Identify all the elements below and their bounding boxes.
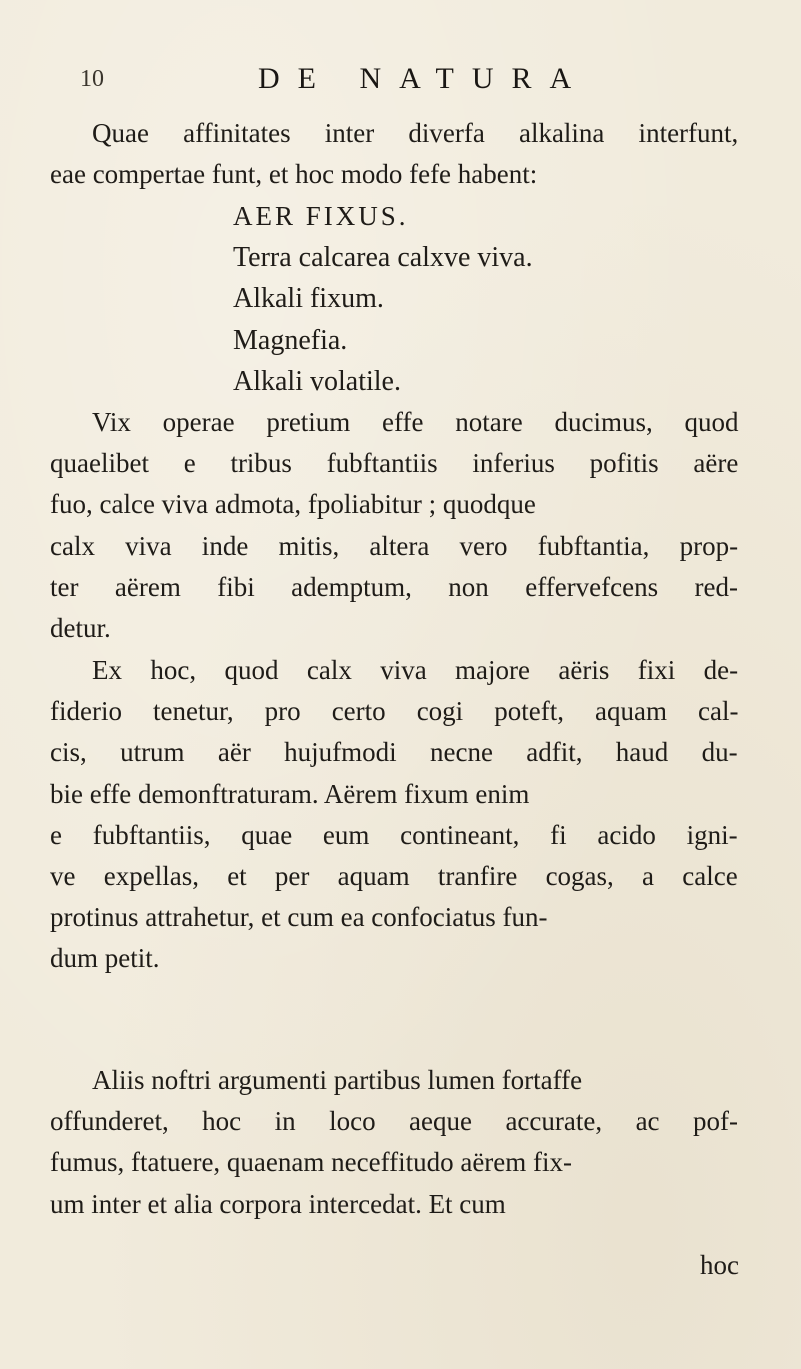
paragraph-line: ve expellas, et per aquam tranfire cogas, a calce xyxy=(50,861,738,892)
paragraph-line: bie effe demonftraturam. Aërem fixum enim xyxy=(50,778,530,809)
affinity-list xyxy=(233,196,533,402)
list-item: Magnefia. xyxy=(233,324,348,356)
intro-line: Quae affinitates inter diverfa alkalina interfunt, xyxy=(92,118,739,148)
paragraph-line: quaelibet e tribus fubftantiis inferius pofitis aëre xyxy=(50,448,739,479)
paragraph-ex-hoc xyxy=(50,650,738,980)
running-head: DE NATURA xyxy=(258,62,590,95)
list-item: Terra calcarea calxve viva. xyxy=(233,242,533,274)
paragraph-line: fiderio tenetur, pro certo cogi poteft, aquam cal- xyxy=(50,696,739,727)
paragraph-line: fuo, calce viva admota, fpoliabitur ; quodque xyxy=(50,489,536,520)
catchword: hoc xyxy=(700,1250,739,1280)
list-item: Alkali volatile. xyxy=(233,365,401,397)
paragraph-line: ter aërem fibi ademptum, non effervefcens red- xyxy=(50,571,739,602)
intro-line: eae compertae funt, et hoc modo fefe habent: xyxy=(50,159,538,190)
paragraph-line: dum petit. xyxy=(50,943,160,974)
paragraph-aliis xyxy=(50,1060,738,1225)
paragraph-line: fumus, ftatuere, quaenam neceffitudo aërem fix- xyxy=(50,1147,573,1178)
intro-paragraph xyxy=(50,113,738,195)
paragraph-vix-operae xyxy=(50,402,738,649)
paragraph-line: detur. xyxy=(50,613,111,644)
list-item: Alkali fixum. xyxy=(233,283,384,315)
paragraph-line: offunderet, hoc in loco aeque accurate, ac pof- xyxy=(50,1106,738,1137)
paragraph-line: calx viva inde mitis, altera vero fubftantia, prop- xyxy=(50,530,739,561)
paragraph-line: e fubftantiis, quae eum contineant, fi acido igni- xyxy=(50,819,738,850)
list-heading: AER FIXUS. xyxy=(233,201,409,231)
paragraph-line: cis, utrum aër hujufmodi necne adfit, haud du- xyxy=(50,737,738,768)
paragraph-line: Aliis noftri argumenti partibus lumen fortaffe xyxy=(92,1065,583,1095)
paragraph-line: Ex hoc, quod calx viva majore aëris fixi de- xyxy=(92,655,739,685)
page-header xyxy=(0,62,801,102)
paragraph-line: protinus attrahetur, et cum ea confociatus fun- xyxy=(50,902,548,933)
paragraph-line: um inter et alia corpora intercedat. Et cum xyxy=(50,1188,506,1219)
page-number: 10 xyxy=(80,66,104,92)
paragraph-line: Vix operae pretium effe notare ducimus, quod xyxy=(92,407,739,437)
